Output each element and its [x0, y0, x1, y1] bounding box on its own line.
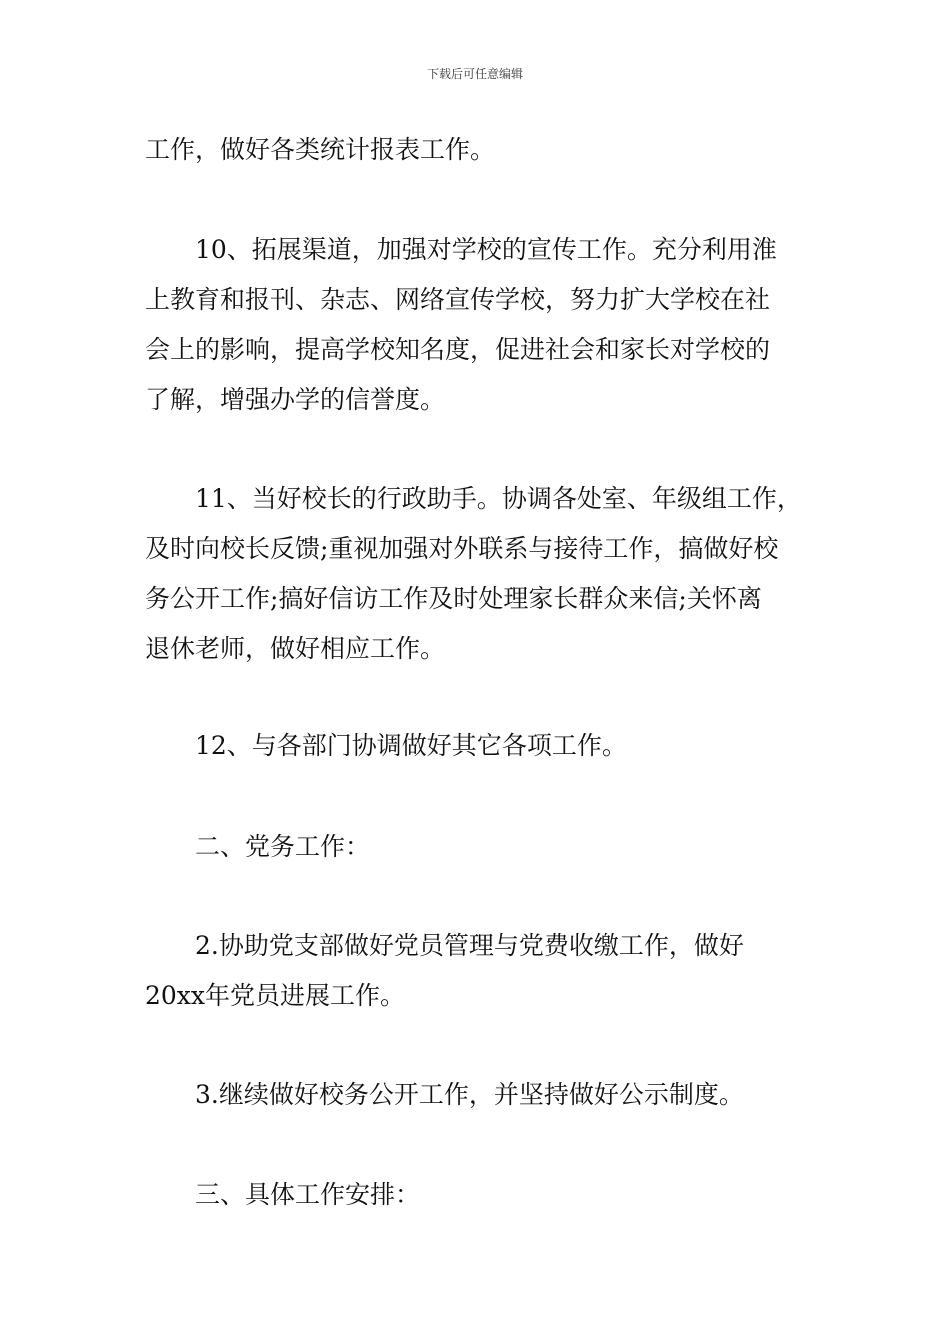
paragraph-line: 10、拓展渠道，加强对学校的宣传工作。充分利用淮: [195, 235, 777, 264]
paragraph-item-11: [145, 474, 815, 674]
paragraph-line: 了解，增强办学的信誉度。: [145, 385, 446, 414]
paragraph-item-2: [145, 921, 815, 1021]
paragraph-line: 及时向校长反馈;重视加强对外联系与接待工作，搞做好校: [145, 534, 779, 563]
page-header-note: 下载后可任意编辑: [426, 67, 523, 81]
section-heading-work-schedule: [145, 1170, 815, 1220]
paragraph-line: 二、党务工作：: [195, 832, 371, 861]
paragraph-line: 工作，做好各类统计报表工作。: [145, 135, 496, 164]
paragraph-line: 20xx年党员进展工作。: [145, 981, 406, 1010]
paragraph-line: 三、具体工作安排：: [195, 1180, 421, 1209]
paragraph-item-3: [145, 1070, 815, 1120]
paragraph-line: 退休老师，做好相应工作。: [145, 634, 446, 663]
paragraph-item-12: [145, 721, 815, 771]
paragraph-line: 11、当好校长的行政助手。协调各处室、年级组工作，: [195, 484, 802, 513]
paragraph-line: 务公开工作;搞好信访工作及时处理家长群众来信;关怀离: [145, 584, 762, 613]
paragraph-continuation: [145, 125, 815, 175]
paragraph-line: 会上的影响，提高学校知名度，促进社会和家长对学校的: [145, 335, 771, 364]
paragraph-line: 12、与各部门协调做好其它各项工作。: [195, 731, 627, 760]
section-heading-party-work: [145, 822, 815, 872]
paragraph-line: 2.协助党支部做好党员管理与党费收缴工作，做好: [195, 931, 744, 960]
paragraph-line: 3.继续做好校务公开工作，并坚持做好公示制度。: [195, 1080, 744, 1109]
paragraph-item-10: [145, 225, 815, 425]
paragraph-line: 上教育和报刊、杂志、网络宣传学校，努力扩大学校在社: [145, 285, 771, 314]
